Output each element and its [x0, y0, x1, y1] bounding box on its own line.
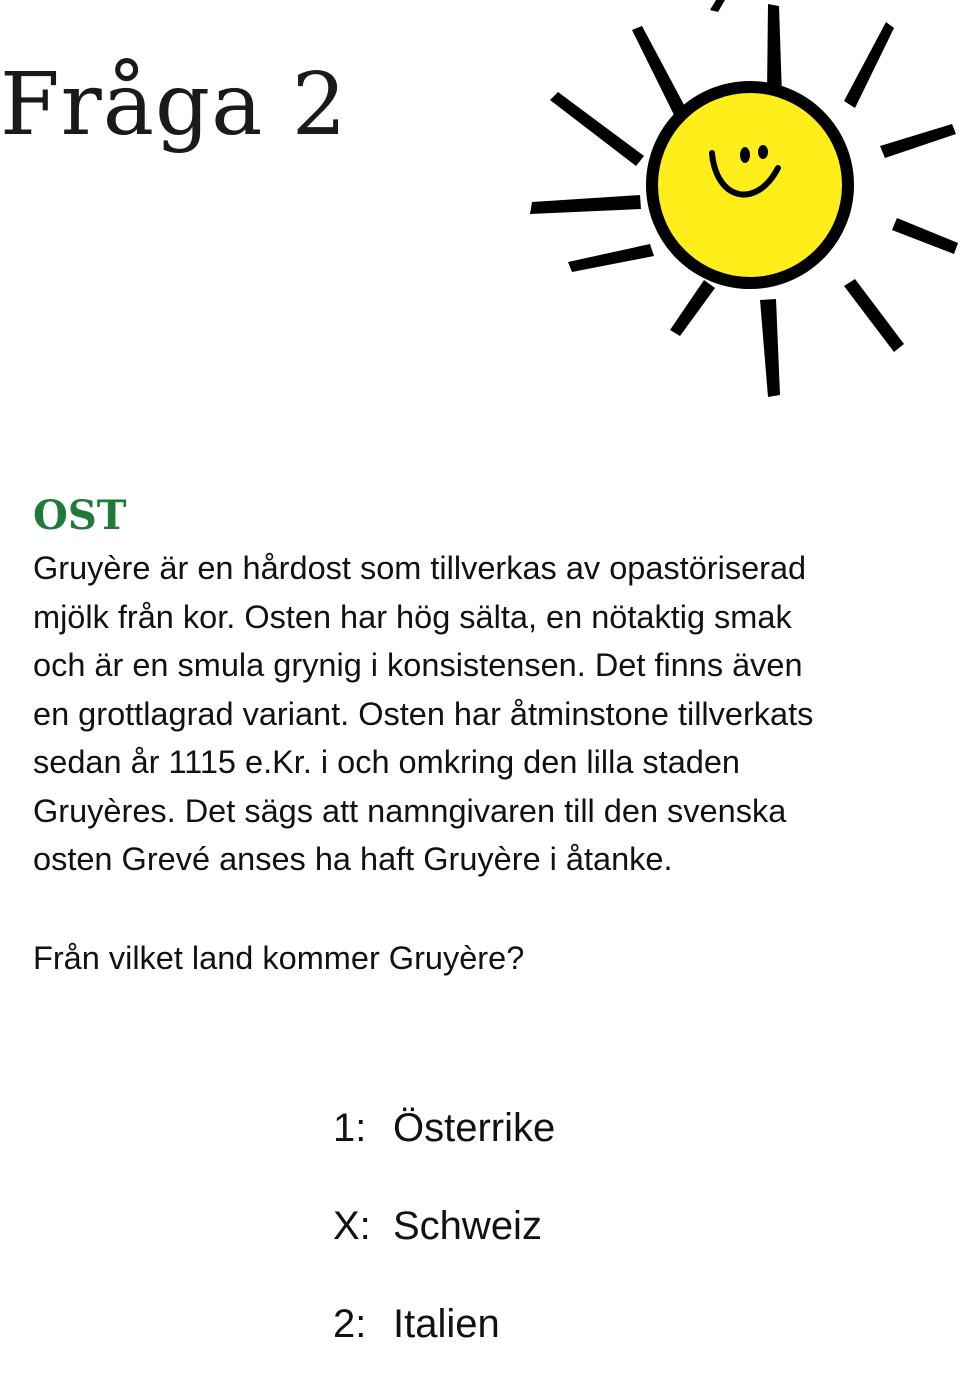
category-label: OST: [33, 492, 127, 539]
smiling-sun-icon: [520, 0, 960, 400]
description-line: sedan år 1115 e.Kr. i och omkring den lilla staden: [33, 744, 741, 780]
description-text: [33, 544, 953, 884]
description-line: och är en smula grynig i konsistensen. Det finns även: [33, 647, 803, 683]
question-text: Från vilket land kommer Gruyère?: [33, 940, 525, 976]
answer-label: Italien: [393, 1302, 500, 1346]
page-title: Fråga 2: [0, 55, 348, 155]
answer-option-1[interactable]: [333, 1104, 555, 1152]
description-line: Gruyère är en hårdost som tillverkas av opastöriserad: [33, 550, 807, 586]
answer-label: Schweiz: [393, 1204, 542, 1248]
answer-option-x[interactable]: [333, 1202, 555, 1250]
answer-option-2[interactable]: [333, 1300, 555, 1348]
description-line: Gruyères. Det sägs att namngivaren till den svenska: [33, 792, 787, 829]
description-line: en grottlagrad variant. Osten har åtminstone tillverkats: [33, 695, 814, 732]
description-line: mjölk från kor. Osten har hög sälta, en nötaktig smak: [33, 598, 792, 635]
answer-label: Österrike: [393, 1106, 556, 1150]
answer-key: 1:: [333, 1106, 367, 1150]
answer-key: X:: [333, 1204, 371, 1248]
description-line: osten Grevé anses ha haft Gruyère i åtanke.: [33, 841, 673, 877]
answer-key: 2:: [333, 1302, 367, 1346]
answer-options: [333, 1104, 555, 1398]
